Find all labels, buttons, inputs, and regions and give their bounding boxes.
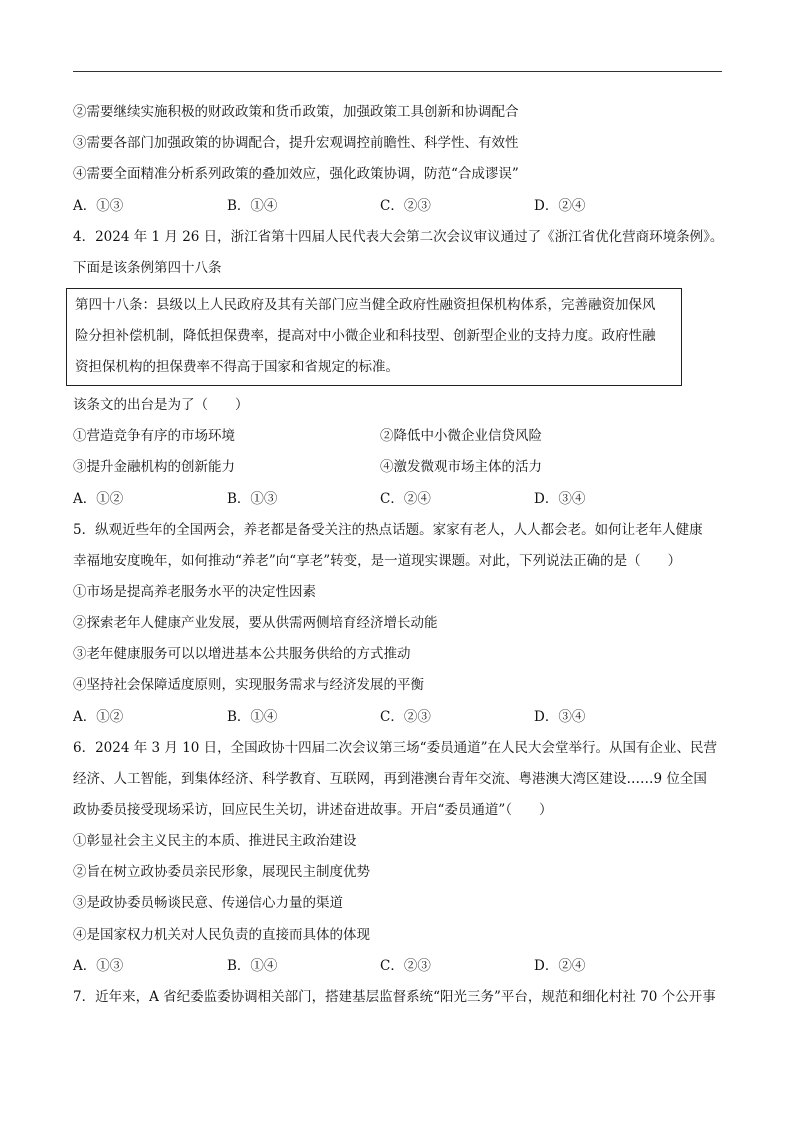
q6-option-c[interactable]: C．②③ xyxy=(380,958,431,974)
q4-option-b[interactable]: B．①③ xyxy=(227,491,278,507)
q3-option-d[interactable]: D．②④ xyxy=(534,198,586,214)
q6-option-a[interactable]: A．①③ xyxy=(73,958,124,974)
q4-item-1: ①营造竞争有序的市场环境 xyxy=(73,428,235,444)
q7-stem-line-1: 7．近年来，A 省纪委监委协调相关部门，搭建基层监督系统“阳光三务”平台，规范和细化村社 70 个公开事 xyxy=(73,989,716,1005)
q3-item-4: ④需要全面精准分析系列政策的叠加效应，强化政策协调，防范“合成谬误” xyxy=(73,166,519,182)
q4-option-d[interactable]: D．③④ xyxy=(534,491,586,507)
q4-items-row-2 xyxy=(73,458,722,476)
q5-item-4: ④坚持社会保障适度原则，实现服务需求与经济发展的平衡 xyxy=(73,677,424,693)
q4-box-line-1: 第四十八条：县级以上人民政府及其有关部门应当健全政府性融资担保机构体系，完善融资加保风 xyxy=(75,297,656,313)
q4-options xyxy=(73,490,722,508)
q5-option-a[interactable]: A．①② xyxy=(73,709,124,725)
q3-item-3: ③需要各部门加强政策的协调配合，提升宏观调控前瞻性、科学性、有效性 xyxy=(73,135,519,151)
q5-item-2: ②探索老年人健康产业发展，要从供需两侧培育经济增长动能 xyxy=(73,615,438,631)
q5-option-c[interactable]: C．②③ xyxy=(380,709,431,725)
q3-option-c[interactable]: C．②③ xyxy=(380,198,431,214)
q6-option-d[interactable]: D．②④ xyxy=(534,958,586,974)
q6-options xyxy=(73,957,722,975)
q6-option-b[interactable]: B．①④ xyxy=(227,958,278,974)
q4-quote-box xyxy=(66,288,682,386)
q5-stem-line-1: 5．纵观近些年的全国两会，养老都是备受关注的热点话题。家家有老人，人人都会老。如何让老年人健康 xyxy=(73,522,703,538)
q4-item-2: ②降低中小微企业信贷风险 xyxy=(380,428,542,444)
q5-item-1: ①市场是提高养老服务水平的决定性因素 xyxy=(73,584,316,600)
q5-options xyxy=(73,708,722,726)
q4-option-a[interactable]: A．①② xyxy=(73,491,124,507)
q6-stem-line-2: 经济、人工智能，到集体经济、科学教育、互联网，再到港澳台青年交流、粤港澳大湾区建设……9 位全国 xyxy=(73,771,707,787)
q5-option-d[interactable]: D．③④ xyxy=(534,709,586,725)
q4-item-3: ③提升金融机构的创新能力 xyxy=(73,459,235,475)
q4-stem-line-1: 4．2024 年 1 月 26 日，浙江省第十四届人民代表大会第二次会议审议通过了《浙江省优化营商环境条例》。 xyxy=(73,229,724,245)
q6-item-3: ③是政协委员畅谈民意、传递信心力量的渠道 xyxy=(73,895,343,911)
q4-items-row-1 xyxy=(73,427,722,445)
q3-option-b[interactable]: B．①④ xyxy=(227,198,278,214)
q4-box-line-3: 资担保机构的担保费率不得高于国家和省规定的标准。 xyxy=(75,359,399,375)
q3-item-2: ②需要继续实施积极的财政政策和货币政策，加强政策工具创新和协调配合 xyxy=(73,104,519,120)
q5-option-b[interactable]: B．①④ xyxy=(227,709,278,725)
q5-item-3: ③老年健康服务可以以增进基本公共服务供给的方式推动 xyxy=(73,646,411,662)
q4-item-4: ④激发微观市场主体的活力 xyxy=(380,459,542,475)
q6-item-1: ①彰显社会主义民主的本质、推进民主政治建设 xyxy=(73,833,357,849)
q3-options xyxy=(73,197,722,215)
q4-box-line-2: 险分担补偿机制，降低担保费率，提高对中小微企业和科技型、创新型企业的支持力度。政府性融 xyxy=(75,328,656,344)
q4-question: 该条文的出台是为了（ ） xyxy=(73,397,249,413)
q6-item-2: ②旨在树立政协委员亲民形象，展现民主制度优势 xyxy=(73,864,370,880)
q3-option-a[interactable]: A．①③ xyxy=(73,198,124,214)
q4-stem-line-2: 下面是该条例第四十八条 xyxy=(73,260,222,276)
q6-stem-line-3: 政协委员接受现场采访，回应民生关切，讲述奋进故事。开启“委员通道”（ ） xyxy=(73,802,553,818)
q6-stem-line-1: 6．2024 年 3 月 10 日，全国政协十四届二次会议第三场“委员通道”在人民大会堂举行。从国有企业、民营 xyxy=(73,740,717,756)
header-rule xyxy=(73,71,722,72)
q4-option-c[interactable]: C．②④ xyxy=(380,491,431,507)
q6-item-4: ④是国家权力机关对人民负责的直接而具体的体现 xyxy=(73,927,370,943)
q5-stem-line-2: 幸福地安度晚年，如何推动“养老”向“享老”转变，是一道现实课题。对此，下列说法正确的是（ ） xyxy=(73,553,682,569)
